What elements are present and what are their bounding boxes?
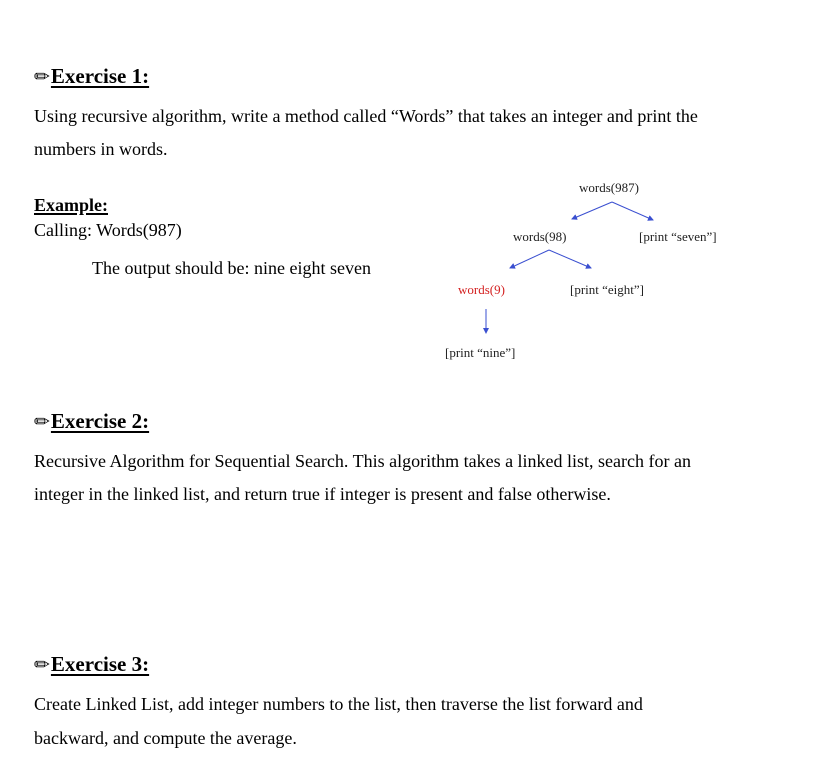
exercise-1-heading	[34, 66, 149, 87]
example-calling: Calling: Words(987)	[34, 220, 182, 240]
example-label: Example:	[34, 195, 108, 215]
exercise-3-text-line-2: backward, and compute the average.	[34, 728, 297, 748]
tree-node-right: [print “seven”]	[639, 229, 717, 244]
exercise-2-text-line-2: integer in the linked list, and return true if integer is present and false otherwise.	[34, 484, 611, 504]
tree-edge-root-right	[612, 202, 653, 220]
example-output: The output should be: nine eight seven	[92, 258, 371, 278]
tree-node-leaf: [print “nine”]	[445, 345, 516, 360]
exercise-3-title: Exercise 3:	[50, 652, 150, 676]
tree-node-left: words(98)	[513, 229, 567, 244]
exercise-2-title: Exercise 2:	[50, 409, 150, 433]
exercise-3-heading	[34, 654, 149, 675]
tree-node-root: words(987)	[579, 180, 639, 195]
exercise-2-text-line-1: Recursive Algorithm for Sequential Search. This algorithm takes a linked list, search for an	[34, 451, 691, 471]
exercise-3-text-line-1: Create Linked List, add integer numbers to the list, then traverse the list forward and	[34, 694, 643, 714]
pencil-icon: ✏	[34, 66, 50, 88]
exercise-1-text-line-2: numbers in words.	[34, 139, 168, 159]
exercise-1-title: Exercise 1:	[50, 64, 150, 88]
pencil-icon: ✏	[34, 411, 50, 433]
tree-node-left-left: words(9)	[458, 282, 505, 297]
tree-edge-left-right	[549, 250, 591, 268]
exercise-2-heading	[34, 411, 149, 432]
tree-edge-root-left	[572, 202, 612, 219]
tree-edge-left-left	[510, 250, 549, 268]
tree-node-left-right: [print “eight”]	[570, 282, 644, 297]
pencil-icon: ✏	[34, 654, 50, 676]
exercise-1-text-line-1: Using recursive algorithm, write a method called “Words” that takes an integer and print the	[34, 106, 698, 126]
